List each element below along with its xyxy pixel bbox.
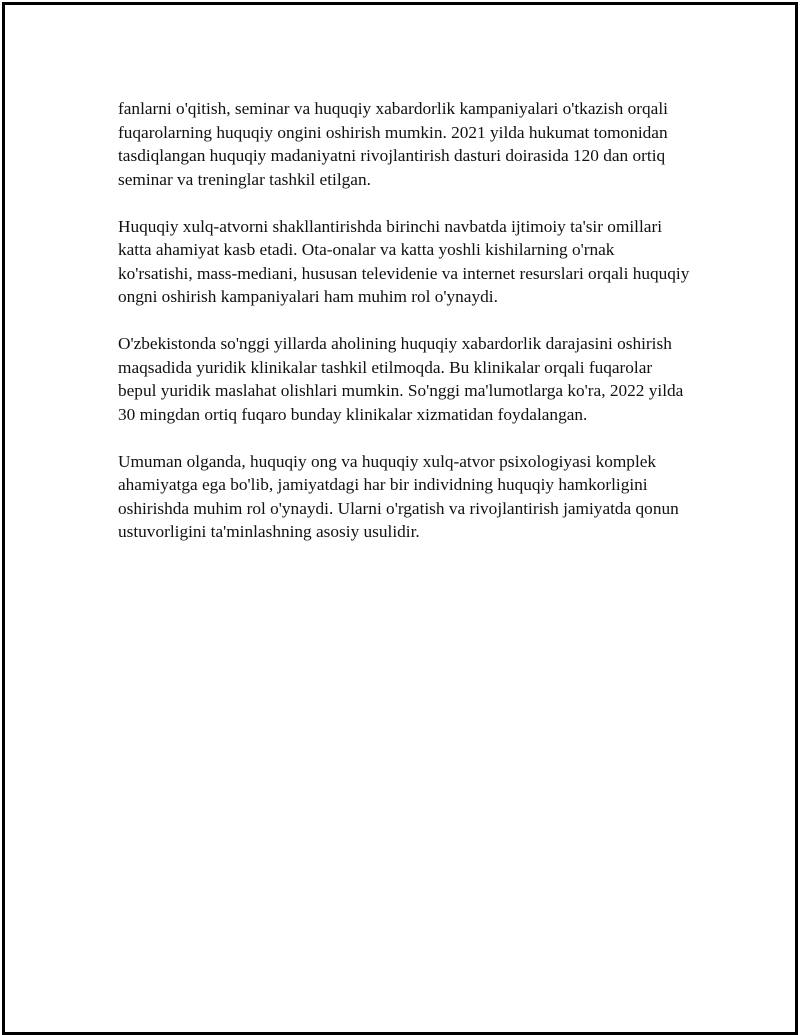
paragraph-4: Umuman olganda, huquqiy ong va huquqiy xulq-atvor psixologiyasi komplek ahamiyatga ega bo'lib, jamiyatdagi har bir individning huquqiy hamkorligini oshirishda muhim rol o'ynaydi. Ularni o'rgatish va rivojlantirish jamiyatda qonun ustuvorligini ta'minlashning asosiy usulidir. bbox=[118, 451, 679, 541]
document-body bbox=[118, 97, 693, 567]
paragraph-1: fanlarni o'qitish, seminar va huquqiy xabardorlik kampaniyalari o'tkazish orqali fuqarolarning huquqiy ongini oshirish mumkin. 2021 yilda hukumat tomonidan tasdiqlangan huquqiy madaniyatni rivojlantirish dasturi doirasida 120 dan ortiq seminar va treninglar tashkil etilgan. bbox=[118, 99, 668, 189]
document-page bbox=[2, 2, 798, 1035]
paragraph-2: Huquqiy xulq-atvorni shakllantirishda birinchi navbatda ijtimoiy ta'sir omillari katta ahamiyat kasb etadi. Ota-onalar va katta yoshli kishilarning o'rnak ko'rsatishi, mass-mediani, hususan televidenie va internet resurslari orqali huquqiy ongni oshirish kampaniyalari ham muhim rol o'ynaydi. bbox=[118, 216, 690, 306]
paragraph-3: O'zbekistonda so'nggi yillarda aholining huquqiy xabardorlik darajasini oshirish maqsadida yuridik klinikalar tashkil etilmoqda. Bu klinikalar orqali fuqarolar bepul yuridik maslahat olishlari mumkin. So'nggi ma'lumotlarga ko'ra, 2022 yilda 30 mingdan ortiq fuqaro bunday klinikalar xizmatidan foydalangan. bbox=[118, 334, 684, 424]
